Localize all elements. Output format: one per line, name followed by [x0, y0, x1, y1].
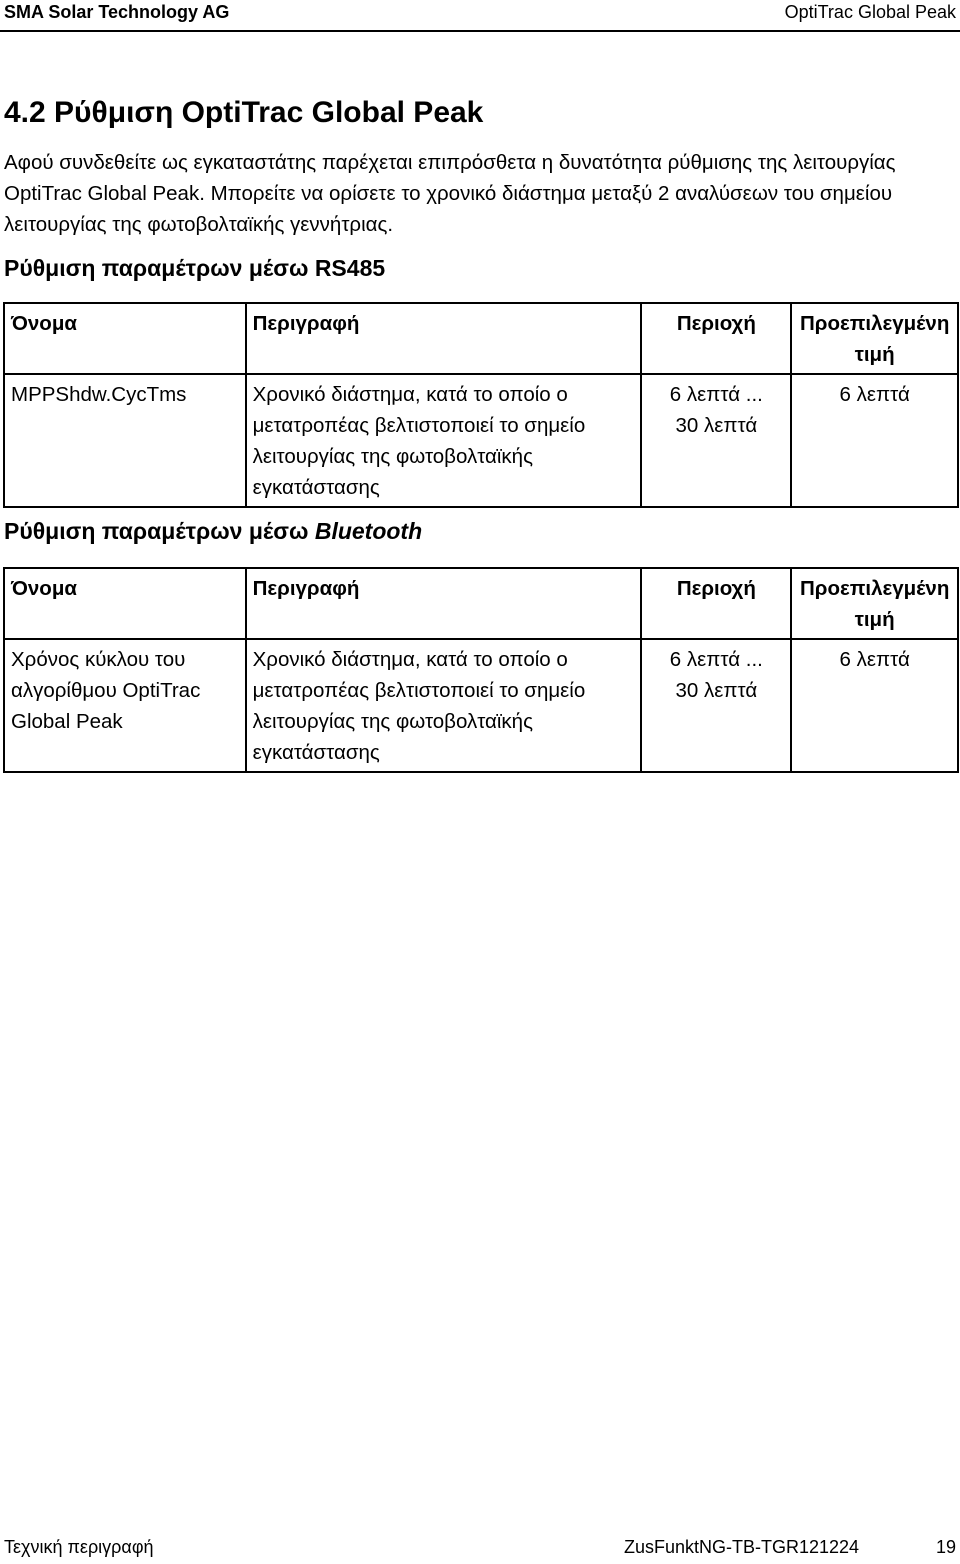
param-default: 6 λεπτά [791, 639, 958, 772]
header-product: OptiTrac Global Peak [784, 2, 956, 22]
bluetooth-parameter-table [3, 567, 959, 773]
header-company: SMA Solar Technology AG [4, 2, 230, 22]
table-header-row [4, 303, 958, 374]
range-to: 30 λεπτά [675, 414, 758, 437]
column-header-range: Περιοχή [641, 568, 791, 639]
param-range [641, 374, 791, 507]
footer-doc-type: Τεχνική περιγραφή [4, 1537, 154, 1557]
column-header-name: Όνομα [4, 568, 246, 639]
range-from: 6 λεπτά ... [669, 383, 763, 406]
bluetooth-heading-emphasis: Bluetooth [314, 518, 423, 544]
bluetooth-heading-prefix: Ρύθμιση παραμέτρων μέσω [4, 518, 315, 544]
param-range [641, 639, 791, 772]
column-header-default: Προεπιλεγμένη τιμή [791, 568, 958, 639]
param-default: 6 λεπτά [791, 374, 958, 507]
header-divider [0, 30, 960, 32]
range-to: 30 λεπτά [675, 679, 758, 702]
column-header-range: Περιοχή [641, 303, 791, 374]
range-from: 6 λεπτά ... [669, 648, 763, 671]
footer-page-number: 19 [935, 1537, 956, 1557]
footer-doc-id: ZusFunktNG-TB-TGR121224 [624, 1537, 860, 1557]
param-name: MPPShdw.CycTms [4, 374, 246, 507]
column-header-description: Περιγραφή [246, 303, 642, 374]
param-description: Χρονικό διάστημα, κατά το οποίο ο μετατροπέας βελτιστοποιεί το σημείο λειτουργίας της φωτοβολταϊκής εγκατάστασης [246, 374, 642, 507]
param-name: Χρόνος κύκλου του αλγορίθμου OptiTrac Global Peak [4, 639, 246, 772]
table-row [4, 639, 958, 772]
rs485-parameter-table [3, 302, 959, 508]
table-row [4, 374, 958, 507]
column-header-name: Όνομα [4, 303, 246, 374]
intro-paragraph: Αφού συνδεθείτε ως εγκαταστάτης παρέχεται επιπρόσθετα η δυνατότητα ρύθμισης της λειτουργίας OptiTrac Global Peak. Μπορείτε να ορίσετε το χρονικό διάστημα μεταξύ 2 αναλύσεων του σημείου λειτουργίας της φωτοβολταϊκής γεννήτριας. [4, 151, 896, 236]
column-header-description: Περιγραφή [246, 568, 642, 639]
table-header-row [4, 568, 958, 639]
page-title: 4.2 Ρύθμιση OptiTrac Global Peak [4, 96, 484, 129]
param-description: Χρονικό διάστημα, κατά το οποίο ο μετατροπέας βελτιστοποιεί το σημείο λειτουργίας της φωτοβολταϊκής εγκατάστασης [246, 639, 642, 772]
column-header-default: Προεπιλεγμένη τιμή [791, 303, 958, 374]
rs485-heading: Ρύθμιση παραμέτρων μέσω RS485 [4, 255, 386, 281]
bluetooth-heading [4, 518, 422, 545]
